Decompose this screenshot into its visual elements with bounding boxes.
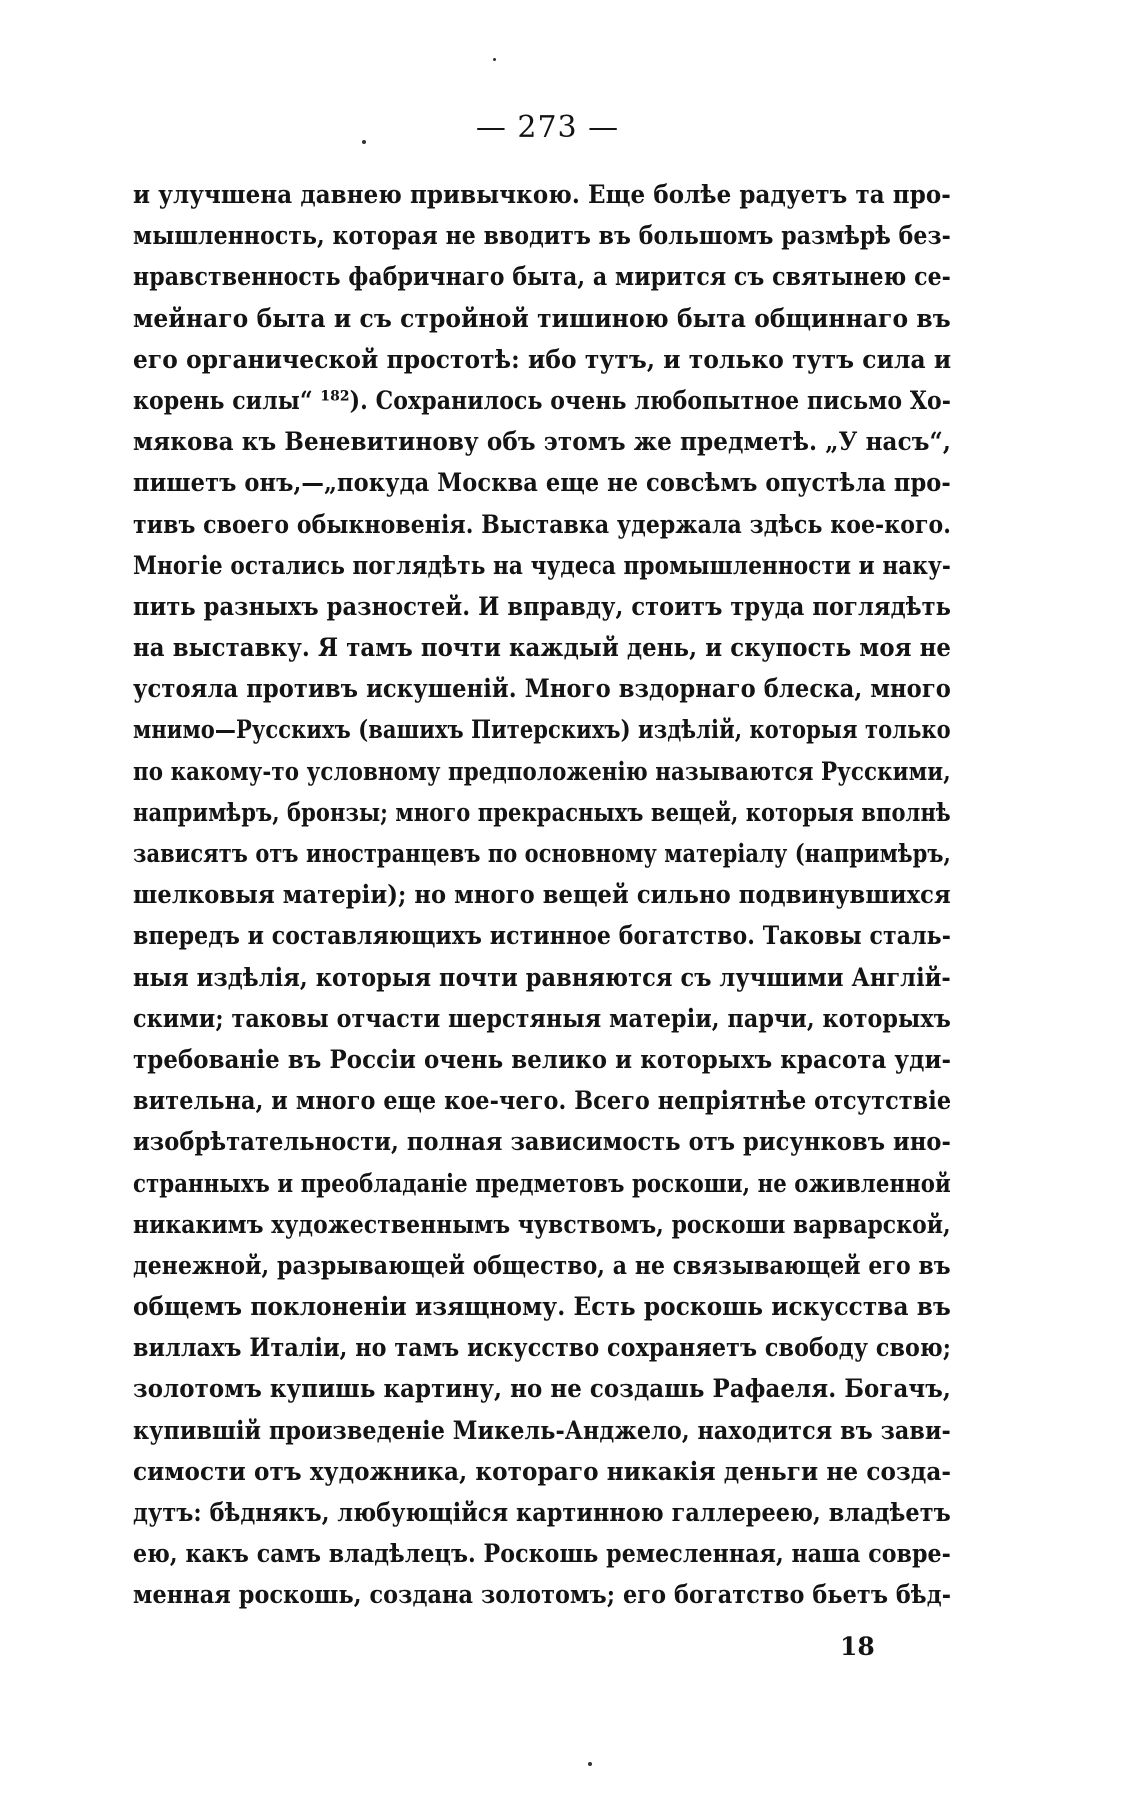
text-line: впередъ и составляющихъ истинное богатство. Таковы сталь-	[133, 921, 951, 952]
signature-mark: 18	[840, 1632, 875, 1661]
text-line: денежной, разрывающей общество, а не связывающей его въ	[133, 1250, 951, 1281]
text-line: шелковыя матеріи); но много вещей сильно подвинувшихся	[133, 880, 951, 911]
text-line: устояла противъ искушеній. Много вздорнаго блеска, много	[133, 674, 951, 705]
text-line: Многіе остались поглядѣть на чудеса промышленности и наку-	[133, 550, 951, 581]
text-line: виллахъ Италіи, но тамъ искусство сохраняетъ свободу свою;	[133, 1333, 952, 1364]
text-line: скими; таковы отчасти шерстяныя матеріи, парчи, которыхъ	[133, 1003, 951, 1034]
text-line: напримѣръ, бронзы; много прекрасныхъ вещей, которыя вполнѣ	[133, 797, 951, 828]
scan-speck	[362, 140, 366, 144]
text-line: и улучшена давнею привычкою. Еще болѣе радуетъ та про-	[133, 180, 951, 210]
text-line: корень силы“ ¹⁸²). Сохранилось очень любопытное письмо Хо-	[133, 385, 952, 416]
text-line: требованіе въ Россіи очень велико и которыхъ красота уди-	[133, 1044, 952, 1075]
text-line: ею, какъ самъ владѣлецъ. Роскошь ремесленная, наша совре-	[133, 1539, 951, 1570]
text-line: золотомъ купишь картину, но не создашь Рафаеля. Богачъ,	[133, 1374, 951, 1405]
text-line: нравственность фабричнаго быта, а мирится съ святынею се-	[133, 262, 951, 293]
text-line: изобрѣтательности, полная зависимость отъ рисунковъ ино-	[133, 1127, 951, 1158]
text-line: пишетъ онъ,—„покуда Москва еще не совсѣмъ опустѣла про-	[133, 468, 951, 499]
text-line: вительна, и много еще кое-чего. Всего непріятнѣе отсутствіе	[133, 1086, 952, 1117]
text-line: зависятъ отъ иностранцевъ по основному матеріалу (напримѣръ,	[133, 839, 951, 869]
text-line: менная роскошь, создана золотомъ; его богатство бьетъ бѣд-	[133, 1580, 952, 1611]
text-line: пить разныхъ разностей. И вправду, стоитъ труда поглядѣть	[133, 591, 952, 622]
page-number: — 273 —	[475, 110, 620, 145]
text-line: его органической простотѣ: ибо тутъ, и только тутъ сила и	[133, 344, 952, 375]
text-line: тивъ своего обыкновенія. Выставка удержала здѣсь кое-кого.	[133, 509, 952, 540]
body-text	[133, 175, 952, 1617]
text-line: дутъ: бѣднякъ, любующійся картинною галлереею, владѣетъ	[133, 1498, 951, 1528]
scan-speck	[588, 1762, 592, 1766]
text-line: симости отъ художника, котораго никакія деньги не созда-	[133, 1456, 952, 1487]
text-line: мякова къ Веневитинову объ этомъ же предметѣ. „У насъ“,	[133, 427, 951, 458]
text-line: мнимо—Русскихъ (вашихъ Питерскихъ) издѣлій, которыя только	[133, 715, 951, 746]
text-line: купившій произведеніе Микель-Анджело, находится въ зави-	[133, 1415, 951, 1446]
text-line: по какому-то условному предположенію называются Русскими,	[133, 756, 951, 787]
text-line: странныхъ и преобладаніе предметовъ роскоши, не оживленной	[133, 1168, 951, 1199]
text-line: никакимъ художественнымъ чувствомъ, роскоши варварской,	[133, 1209, 951, 1240]
text-line: ныя издѣлія, которыя почти равняются съ лучшими Англій-	[133, 962, 951, 993]
text-line: на выставку. Я тамъ почти каждый день, и скупость моя не	[133, 633, 952, 664]
text-line: мейнаго быта и съ стройной тишиною быта общиннаго въ	[133, 303, 951, 334]
text-line: мышленность, которая не вводитъ въ большомъ размѣрѣ без-	[133, 221, 951, 252]
text-line: общемъ поклоненіи изящному. Есть роскошь искусства въ	[133, 1292, 951, 1323]
scan-speck	[493, 58, 496, 61]
